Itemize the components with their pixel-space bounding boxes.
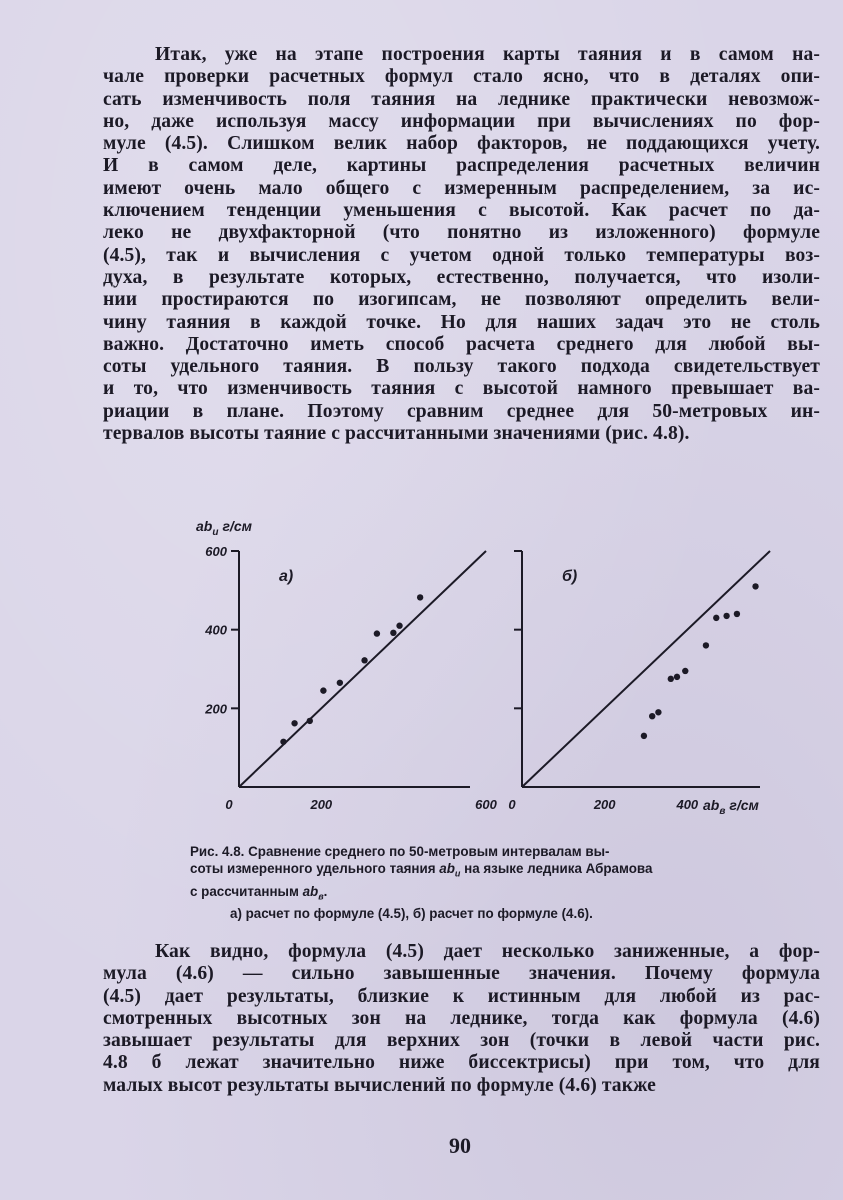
data-point bbox=[682, 668, 688, 674]
caption-symbol-computed: ab bbox=[302, 883, 319, 899]
text-line: мула (4.6) — сильно завышенные значения. Почему формула bbox=[103, 963, 820, 985]
text-line: тервалов высоты таяние с рассчитанными значениями (рис. 4.8). bbox=[103, 423, 690, 445]
text-line: малых высот результаты вычислений по формуле (4.6) также bbox=[103, 1074, 656, 1096]
data-point bbox=[703, 642, 709, 648]
x-tick-label: 0 bbox=[225, 797, 233, 812]
panel-label: б) bbox=[562, 568, 578, 585]
text-line: леко не двухфакторной (что понятно из изложенного) формуле bbox=[103, 222, 820, 244]
x-tick-label: 0 bbox=[508, 797, 516, 812]
data-point bbox=[337, 680, 343, 686]
page-number: 90 bbox=[449, 1133, 471, 1158]
caption-line-2 bbox=[190, 860, 780, 883]
caption-line-3 bbox=[190, 883, 780, 906]
figure-caption bbox=[190, 843, 780, 922]
y-tick-label: 200 bbox=[205, 701, 227, 717]
data-point bbox=[374, 630, 380, 636]
y-tick-label: 400 bbox=[205, 622, 227, 638]
caption-symbol-measured-sub: и bbox=[454, 868, 461, 879]
caption-line-3-rest: . bbox=[323, 883, 328, 899]
data-point bbox=[668, 676, 674, 682]
caption-line-4: а) расчет по формуле (4.5), б) расчет по формуле (4.6). bbox=[230, 906, 593, 922]
text-line: риации в плане. Поэтому сравним среднее для 50-метровых ин- bbox=[103, 400, 820, 422]
text-line: сать изменчивость поля таяния на леднике практически невозмож- bbox=[103, 88, 820, 110]
caption-symbol-measured: ab bbox=[439, 861, 455, 876]
chart-panel-b bbox=[508, 551, 770, 817]
bisector-line bbox=[239, 551, 486, 787]
caption-line-3-text: с рассчитанным bbox=[190, 883, 303, 899]
data-point bbox=[361, 657, 367, 663]
text-line: но, даже используя массу информации при вычислениях по фор- bbox=[103, 110, 820, 132]
data-point bbox=[641, 733, 647, 739]
text-line: и то, что изменчивость таяния с высотой намного превышает ва- bbox=[103, 378, 820, 400]
text-line: нии простираются по изогипсам, не позволяют определить вели- bbox=[103, 289, 820, 311]
data-point bbox=[734, 611, 740, 617]
x-tick-label: 200 bbox=[310, 797, 333, 812]
chart-panel-a bbox=[196, 518, 498, 812]
text-line: ключением тенденции уменьшения с высотой. Как расчет по да- bbox=[103, 200, 820, 222]
y-axis-label: $ab_и$ г/см bbox=[196, 518, 252, 538]
text-line: 4.8 б лежат значительно ниже биссектрисы) при том, что для bbox=[103, 1052, 820, 1074]
text-line: завышает результаты для верхних зон (точки в левой части рис. bbox=[103, 1030, 820, 1052]
data-point bbox=[655, 709, 661, 715]
text-line: имеют очень мало общего с измеренным распределением, за ис- bbox=[103, 177, 820, 199]
text-line: важно. Достаточно иметь способ расчета среднего для любой вы- bbox=[103, 333, 820, 355]
x-tick-label: 200 bbox=[593, 797, 616, 812]
text-line: соты удельного таяния. В пользу такого подхода свидетельствует bbox=[103, 356, 820, 378]
caption-line-1: Рис. 4.8. Сравнение среднего по 50-метровым интервалам вы- bbox=[190, 844, 610, 859]
data-point bbox=[713, 615, 719, 621]
text-line: чале проверки расчетных формул стало ясно, что в деталях опи- bbox=[103, 66, 820, 88]
data-point bbox=[390, 630, 396, 636]
text-line: (4.5), так и вычисления с учетом одной только температуры воз- bbox=[103, 244, 820, 266]
text-line: чину таяния в каждой точке. Но для наших задач это не столь bbox=[103, 311, 820, 333]
caption-line-2-text: соты измеренного удельного таяния bbox=[190, 861, 440, 876]
text-line: духа, в результате которых, естественно, получается, что изоли- bbox=[103, 266, 820, 288]
data-point bbox=[752, 583, 758, 589]
text-line: муле (4.5). Слишком велик набор факторов, не поддающихся учету. bbox=[103, 133, 820, 155]
panel-label: а) bbox=[279, 568, 294, 585]
text-line: И в самом деле, картины распределения расчетных величин bbox=[103, 155, 820, 177]
x-tick-label: 600 bbox=[475, 797, 497, 812]
text-line: Как видно, формула (4.5) дает несколько заниженные, а фор- bbox=[155, 941, 820, 962]
caption-symbol-computed-sub: в bbox=[318, 891, 324, 902]
bisector-line bbox=[522, 551, 770, 787]
text-line: Итак, уже на этапе построения карты таяния и в самом на- bbox=[155, 44, 820, 65]
data-point bbox=[396, 623, 402, 629]
data-point bbox=[649, 713, 655, 719]
data-point bbox=[674, 674, 680, 680]
data-point bbox=[280, 739, 286, 745]
caption-line-2-rest: на языке ледника Абрамова bbox=[460, 861, 653, 876]
data-point bbox=[320, 687, 326, 693]
y-tick-label: 600 bbox=[205, 544, 227, 559]
paragraph-2 bbox=[103, 941, 820, 1097]
x-axis-label: $ab_в$ г/см bbox=[703, 797, 759, 817]
x-tick-label: 400 bbox=[676, 797, 699, 812]
data-point bbox=[291, 720, 297, 726]
data-point bbox=[307, 718, 313, 724]
text-line: смотренных высотных зон на леднике, тогда как формула (4.6) bbox=[103, 1007, 820, 1029]
text-line: (4.5) дает результаты, близкие к истинным для любой из рас- bbox=[103, 985, 820, 1007]
data-point bbox=[417, 594, 423, 600]
data-point bbox=[723, 613, 729, 619]
